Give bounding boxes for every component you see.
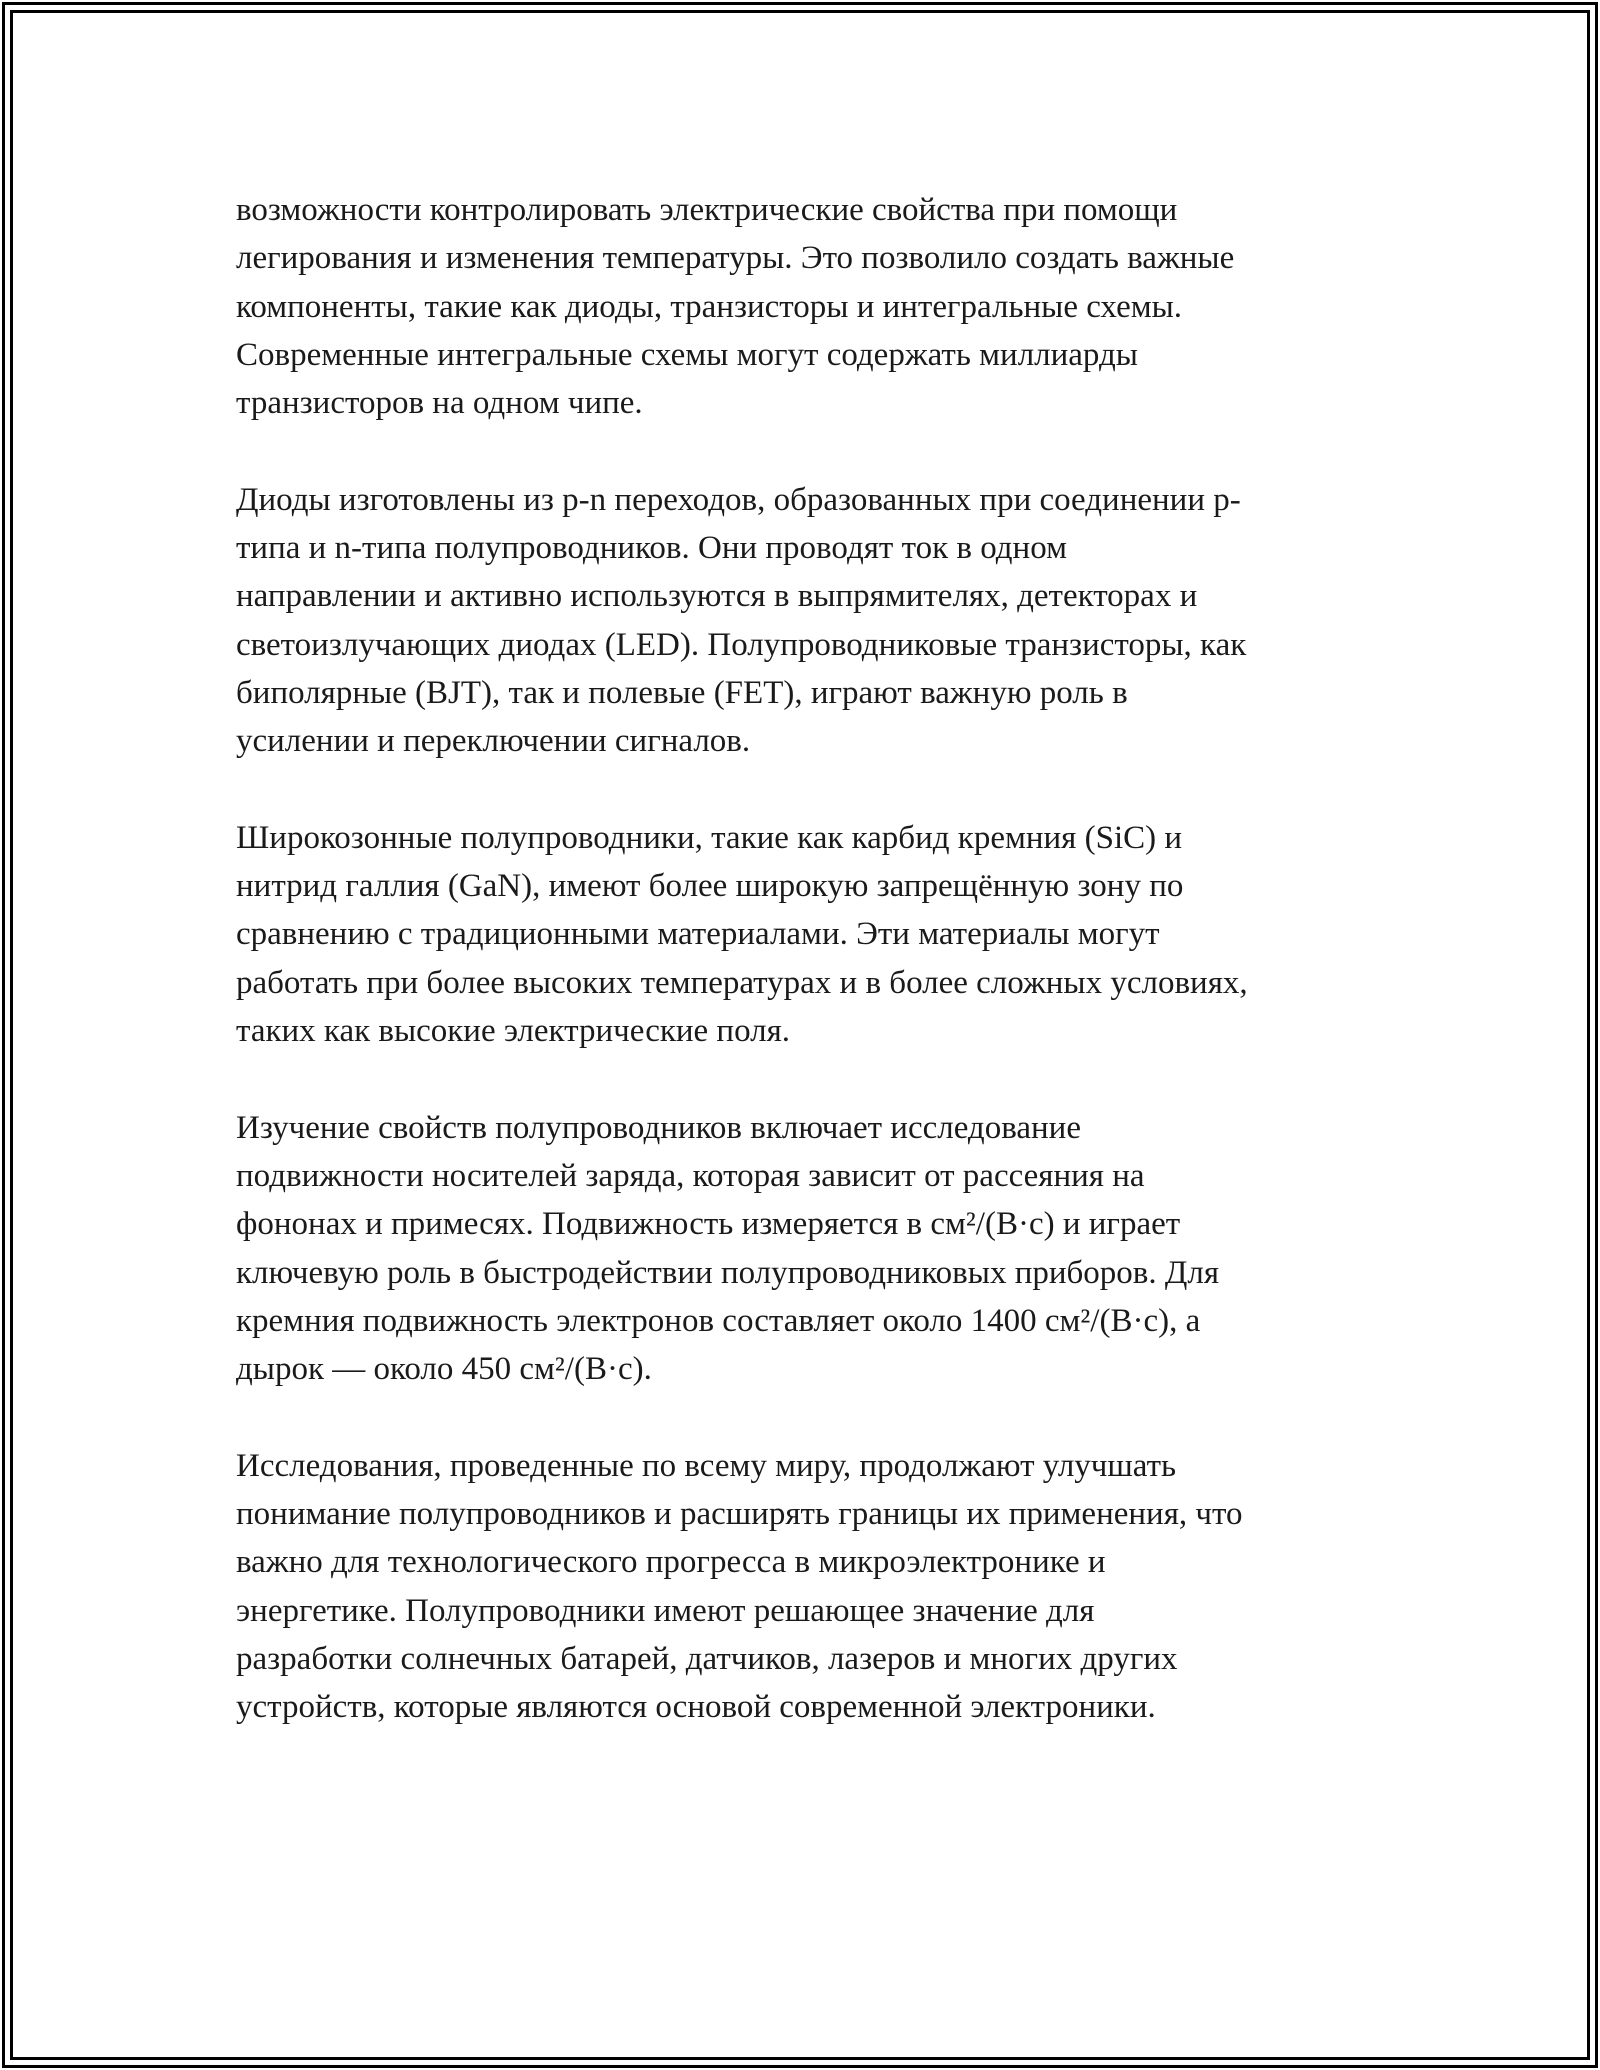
paragraph-2 bbox=[236, 476, 1376, 766]
text-line: легирования и изменения температуры. Это позволило создать важные bbox=[236, 240, 1235, 277]
text-line: фононах и примесях. Подвижность измеряется в см²/(В·с) и играет bbox=[236, 1206, 1181, 1243]
text-line: компоненты, такие как диоды, транзисторы и интегральные схемы. bbox=[236, 288, 1183, 325]
text-line: разработки солнечных батарей, датчиков, лазеров и многих других bbox=[236, 1640, 1178, 1677]
text-line: Диоды изготовлены из p-n переходов, образованных при соединении p- bbox=[236, 481, 1241, 518]
paragraph-3 bbox=[236, 814, 1376, 1055]
text-line: Изучение свойств полупроводников включает исследование bbox=[236, 1109, 1081, 1146]
text-line: энергетике. Полупроводники имеют решающее значение для bbox=[236, 1592, 1095, 1629]
text-line: понимание полупроводников и расширять границы их применения, что bbox=[236, 1496, 1243, 1533]
text-line: направлении и активно используются в выпрямителях, детекторах и bbox=[236, 578, 1198, 615]
text-line: Широкозонные полупроводники, такие как карбид кремния (SiC) и bbox=[236, 819, 1183, 856]
text-line: сравнению с традиционными материалами. Эти материалы могут bbox=[236, 916, 1160, 953]
text-line: усилении и переключении сигналов. bbox=[236, 723, 751, 760]
text-line: подвижности носителей заряда, которая зависит от рассеяния на bbox=[236, 1157, 1145, 1194]
text-line: Современные интегральные схемы могут содержать миллиарды bbox=[236, 336, 1138, 373]
document-body bbox=[236, 186, 1376, 1780]
text-line: кремния подвижность электронов составляет около 1400 см²/(В·с), а bbox=[236, 1302, 1201, 1339]
paragraph-5 bbox=[236, 1442, 1376, 1732]
text-line: работать при более высоких температурах и в более сложных условиях, bbox=[236, 964, 1248, 1001]
text-line: светоизлучающих диодах (LED). Полупроводниковые транзисторы, как bbox=[236, 626, 1247, 663]
text-line: дырок — около 450 см²/(В·с). bbox=[236, 1351, 652, 1388]
text-line: устройств, которые являются основой современной электроники. bbox=[236, 1689, 1156, 1726]
paragraph-4 bbox=[236, 1104, 1376, 1394]
text-line: возможности контролировать электрические свойства при помощи bbox=[236, 192, 1178, 228]
text-line: типа и n-типа полупроводников. Они проводят ток в одном bbox=[236, 530, 1067, 567]
text-line: нитрид галлия (GaN), имеют более широкую запрещённую зону по bbox=[236, 868, 1184, 905]
paragraph-1 bbox=[236, 186, 1376, 427]
text-line: таких как высокие электрические поля. bbox=[236, 1013, 791, 1050]
text-line: ключевую роль в быстродействии полупроводниковых приборов. Для bbox=[236, 1254, 1220, 1291]
text-line: транзисторов на одном чипе. bbox=[236, 385, 643, 422]
text-line: биполярные (BJT), так и полевые (FET), играют важную роль в bbox=[236, 674, 1128, 711]
text-line: Исследования, проведенные по всему миру, продолжают улучшать bbox=[236, 1447, 1177, 1484]
text-line: важно для технологического прогресса в микроэлектронике и bbox=[236, 1544, 1106, 1581]
